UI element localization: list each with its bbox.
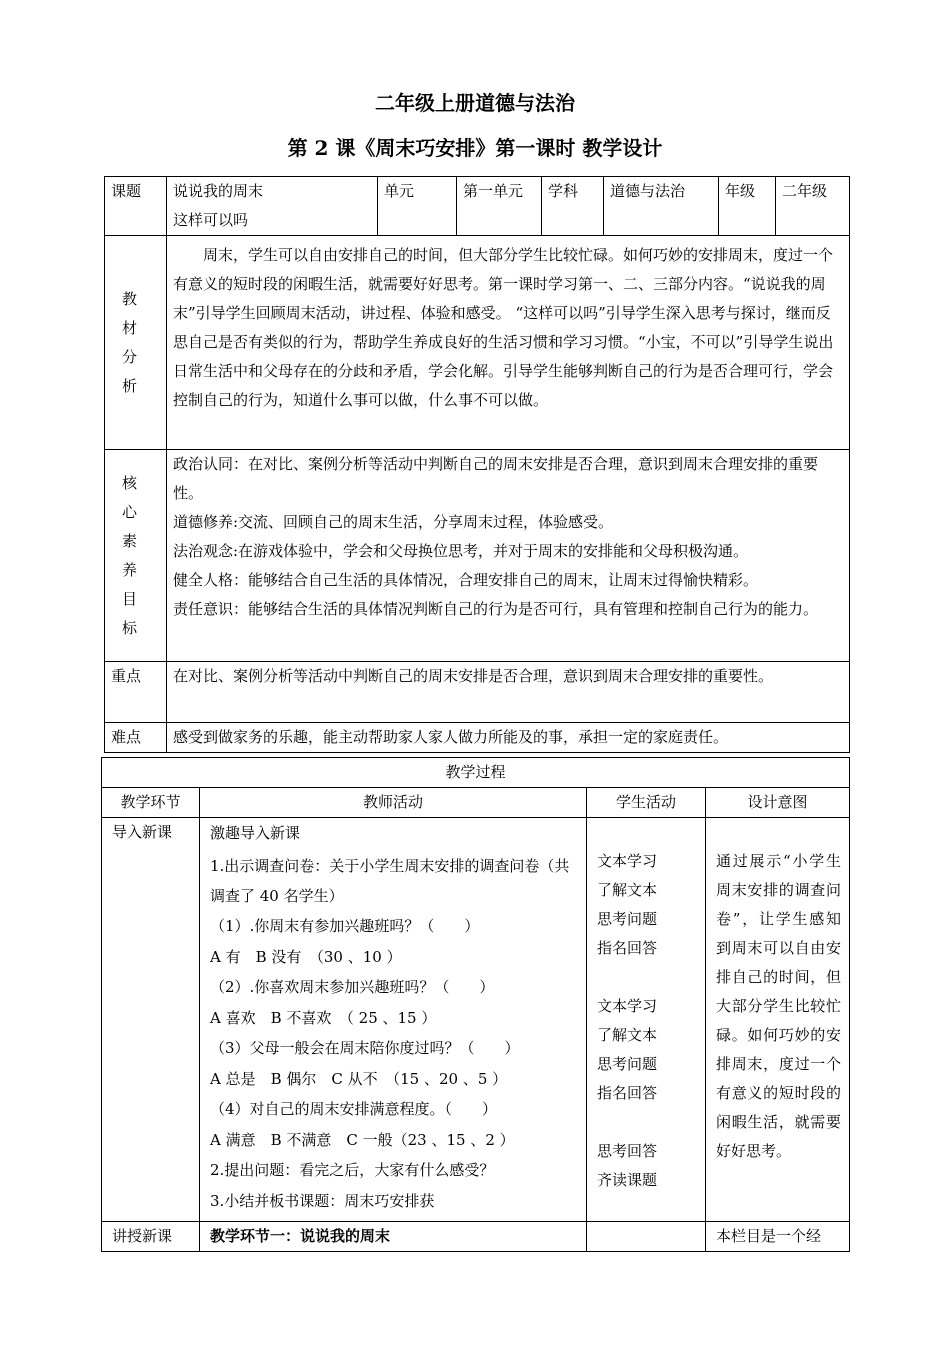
student-activity-group: 文本学习 了解文本 思考问题 指名回答 [597,852,658,957]
unit-value: 第一单元 [457,177,542,236]
teacher-line: A 总是 B 偶尔 C 从不 （15 、20 、5 ） [210,1069,508,1088]
teaching-process-table [101,757,850,1252]
table-row [102,818,850,1222]
goal-item: 法治观念:在游戏体验中，学会和父母换位思考，并对于周末的安排能和父母积极沟通。 [173,542,749,560]
column-header: 设计意图 [706,788,850,818]
stage-cell: 讲授新课 [102,1222,200,1252]
grade-label: 年级 [719,177,776,236]
topic-line: 说说我的周末 [173,182,264,200]
process-header: 教学过程 [102,758,850,788]
key-point-text: 在对比、案例分析等活动中判断自己的周末安排是否合理，意识到周末合理安排的重要性。 [167,662,850,723]
teacher-line: 激趣导入新课 [210,824,301,842]
teacher-line: 3.小结并板书课题：周末巧安排获 [210,1191,435,1210]
design-intent-cell: 通过展示“小学生周末安排的调查问卷”，让学生感知到周末可以自由安排自己的时间，但大部分学生比较忙碌。如何巧妙的安排周末，度过一个有意义的短时段的闲暇生活，就需要好好思考。 [706,818,850,1222]
teacher-line: （2）.你喜欢周末参加兴趣班吗？（ ） [210,978,495,996]
goal-item: 道德修养:交流、回顾自己的周末生活，分享周末过程，体验感受。 [173,513,614,531]
topic-value [167,177,378,236]
grade-value: 二年级 [776,177,850,236]
goal-item: 政治认同：在对比、案例分析等活动中判断自己的周末安排是否合理，意识到周末合理安排的重要性。 [173,455,819,502]
unit-label: 单元 [378,177,457,236]
teacher-line: A 满意 B 不满意 C 一般（23 、15 、2 ） [210,1130,515,1149]
topic-line: 这样可以吗 [173,211,249,229]
teacher-line: （3）父母一般会在周末陪你度过吗？（ ） [210,1039,520,1057]
student-activity-cell [587,1222,706,1252]
student-activity-group: 思考回答 齐读课题 [597,1142,658,1189]
document-subtitle: 第 2 课《周末巧安排》第一课时 教学设计 [287,136,663,160]
topic-label: 课题 [105,177,167,236]
analysis-text: 周末，学生可以自由安排自己的时间，但大部分学生比较忙碌。如何巧妙的安排周末，度过一个有意义的短时段的闲暇生活，就需要好好思考。第一课时学习第一、二、三部分内容。“说说我的周末”引导学生回顾周末活动，讲过程、体验和感受。 “这样可以吗”引导学生深入思考与探讨，继而反思自己是否有类似的行为，帮助学生养成良好的生活习惯和学习习惯。“小宝，不可以”引导学生说出日常生活中和父母存在的分歧和矛盾，学会化解。引导学生能够判断自己的行为是否合理可行，学会控制自己的行为，知道什么事可以做，什么事不可以做。 [167,236,850,450]
difficulty-text: 感受到做家务的乐趣，能主动帮助家人家人做力所能及的事，承担一定的家庭责任。 [167,723,850,753]
key-point-label: 重点 [105,662,167,723]
column-header: 教学环节 [102,788,200,818]
teacher-line: A 喜欢 B 不喜欢 （ 25 、15 ） [210,1008,437,1027]
stage-cell: 导入新课 [102,818,200,1222]
teacher-line: 1.出示调查问卷：关于小学生周末安排的调查问卷（共调查了 40 名学生） [210,857,570,905]
analysis-label: 教 材 分 析 [105,236,167,450]
lesson-info-table [104,176,850,753]
student-activity-cell [587,818,706,1222]
teacher-activity-cell [200,1222,587,1252]
teacher-line: 2.提出问题：看完之后，大家有什么感受？ [210,1161,495,1179]
teacher-line: （1）.你周末有参加兴趣班吗？（ ） [210,917,480,935]
subject-value: 道德与法治 [604,177,719,236]
document-title: 二年级上册道德与法治 [375,91,575,115]
teacher-line: A 有 B 没有 （30 、10 ） [210,947,402,966]
table-row [102,1222,850,1252]
student-activity-group: 文本学习 了解文本 思考问题 指名回答 [597,997,658,1102]
teacher-heading: 教学环节一：说说我的周末 [210,1227,391,1245]
design-intent-cell: 本栏目是一个经 [706,1222,850,1252]
goal-item: 健全人格：能够结合自己生活的具体情况，合理安排自己的周末，让周末过得愉快精彩。 [173,571,759,589]
column-header: 学生活动 [587,788,706,818]
difficulty-label: 难点 [105,723,167,753]
goal-item: 责任意识：能够结合生活的具体情况判断自己的行为是否可行，具有管理和控制自己行为的能力。 [173,600,819,618]
teacher-line: （4）对自己的周末安排满意程度。（ ） [210,1100,498,1118]
column-header: 教师活动 [200,788,587,818]
goals-list [167,450,850,662]
subject-label: 学科 [542,177,604,236]
goals-label: 核 心 素 养 目 标 [105,450,167,662]
teacher-activity-cell [200,818,587,1222]
